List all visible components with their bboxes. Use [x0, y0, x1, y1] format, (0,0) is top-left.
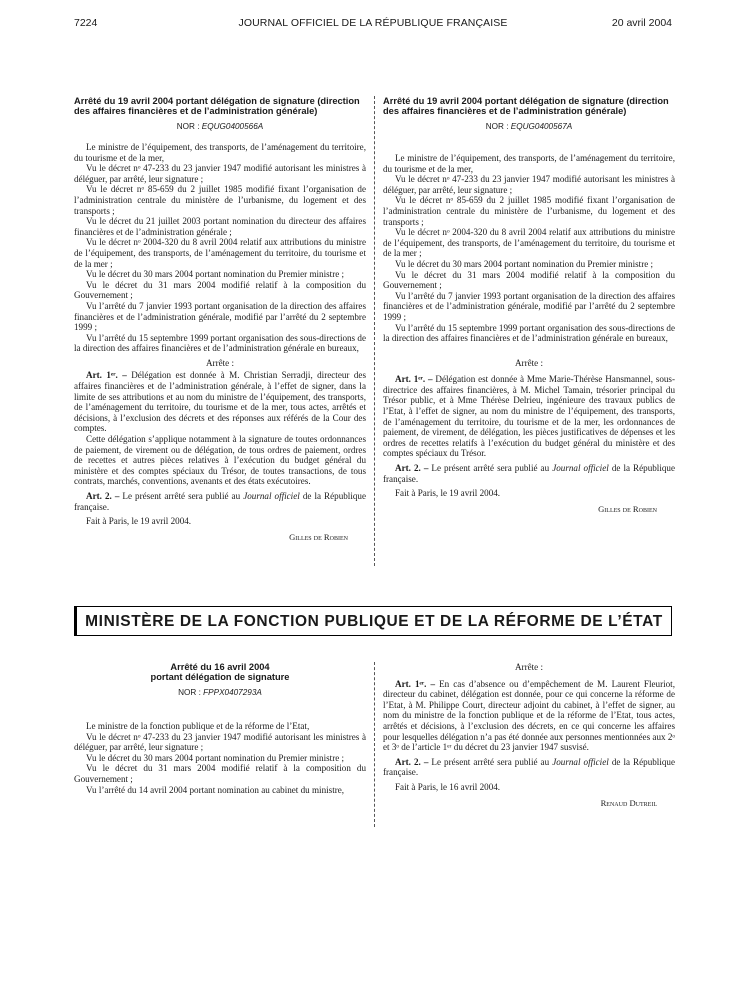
signature: Renaud Dutreil [600, 797, 657, 808]
nor-line [74, 688, 366, 699]
decree-right [383, 96, 675, 514]
article-text: de la République française. [74, 491, 366, 512]
article-label: Art. 1ᵉʳ. – [86, 370, 127, 381]
paragraph: Vu le décret nᵒ 2004-320 du 8 avril 2004 relatif aux attributions du ministre de l’équipement, des transports, de l’aménagement du territoire, du tourisme et de la mer ; [74, 237, 366, 269]
article-label: Art. 2. – [395, 463, 429, 474]
arrete-label: Arrête : [514, 357, 544, 368]
nor-line [383, 122, 675, 133]
issue-date: 20 avril 2004 [611, 17, 672, 29]
paragraph: Vu le décret du 31 mars 2004 modifié relatif à la composition du Gouvernement ; [74, 279, 366, 301]
article-text: Délégation est donnée à Mme Marie-Thérèse Hansmannel, sous-directrice des affaires financières, à M. Michel Tamain, trésorier principal du Trésor public, et à Mme Thérèse Delrieu, ingénieure des travaux publics de l’Etat, à l’effet de signer, au nom du ministre de l’équipement, des transports, de l’aménagement du territoire, du tourisme et de la mer, les ordonnances de paiement, de virement, de délégation, les pièces justificatives de dépenses et les ordres de recettes relatifs à l’exécution du budget général du ministère et des comptes spéciaux du Trésor. [383, 374, 675, 459]
decree-bottom-right [383, 662, 675, 808]
journal-ref: Journal officiel [552, 463, 609, 474]
paragraph: Vu l’arrêté du 15 septembre 1999 portant organisation des sous-directions de la direction des affaires financières et de l’administration générale en bureaux, [74, 332, 366, 354]
article-2 [74, 491, 366, 512]
fait-line: Fait à Paris, le 19 avril 2004. [395, 488, 501, 499]
article-1 [74, 370, 366, 434]
decree-left [74, 96, 366, 542]
article-text: Délégation est donnée à M. Christian Serradji, directeur des affaires financières et de l’administration générale, à l’effet de signer, dans la limite de ses attributions et au nom du ministre de l’équipement, des transports, de l’aménagement du territoire, du tourisme et de la mer, tous actes, arrêtés et décisions, à l’exclusion des décrets et des réponses aux référés de la Cour des comptes. [74, 370, 366, 434]
journal-title: JOURNAL OFFICIEL DE LA RÉPUBLIQUE FRANÇAISE [238, 17, 508, 29]
paragraph: Vu le décret nᵒ 47-233 du 23 janvier 1947 modifié autorisant les ministres à déléguer, par arrêté, leur signature ; [74, 163, 366, 184]
paragraph: Vu le décret du 30 mars 2004 portant nomination du Premier ministre ; [86, 752, 345, 763]
paragraph: Le ministre de l’équipement, des transports, de l’aménagement du territoire, du tourisme et de la mer, [383, 153, 675, 174]
paragraph: Vu le décret du 30 mars 2004 portant nomination du Premier ministre ; [86, 269, 345, 280]
nor-label: NOR : [485, 122, 509, 132]
signature: Gilles de Robien [598, 503, 657, 514]
article-text: de la République française. [383, 756, 675, 778]
paragraph: Vu le décret du 31 mars 2004 modifié relatif à la composition du Gouvernement ; [74, 763, 366, 784]
decree-bottom-left [74, 662, 366, 795]
article-2 [383, 757, 675, 778]
article-text: Le présent arrêté sera publié au [431, 463, 553, 474]
paragraph: Le ministre de la fonction publique et de la réforme de l’Etat, [86, 721, 310, 731]
nor-label: NOR : [176, 122, 200, 132]
paragraph: Vu l’arrêté du 7 janvier 1993 portant organisation de la direction des affaires financières et de l’administration générale, modifié par l’arrêté du 2 septembre 1999 ; [74, 300, 366, 333]
article-text: En cas d’absence ou d’empêchement de M. Laurent Fleuriot, directeur du cabinet, délégation est donnée, pour ce qui concerne la réforme de l’Etat, à M. Philippe Court, directeur adjoint du cabinet, à l’effet de signer, au nom du ministre de la fonction publique et de la réforme de l’Etat, tous actes, arrêtés et décisions, à l’exclusion des décrets, en ce qui concerne les affaires pour lesquelles délégation n’a pas été donnée aux personnes mentionnées aux 2ᵒ et 3ᵒ de l’article 1ᵉʳ du décret du 23 janvier 1947 susvisé. [383, 678, 675, 753]
nor-line [74, 122, 366, 133]
ministry-heading [74, 606, 672, 636]
decree-title: Arrêté du 19 avril 2004 portant délégation de signature (direction des affaires financières et de l’administration générale) [74, 96, 360, 117]
decree-title: Arrêté du 19 avril 2004 portant délégation de signature (direction des affaires financières et de l’administration générale) [383, 96, 669, 117]
paragraph: Vu le décret du 21 juillet 2003 portant nomination du directeur des affaires financières et de l’administration générale ; [74, 216, 366, 237]
paragraph: Vu l’arrêté du 15 septembre 1999 portant organisation des sous-directions de la direction des affaires financières et de l’administration générale en bureaux, [383, 322, 675, 344]
paragraph: Vu le décret nᵒ 85-659 du 2 juillet 1985 modifié fixant l’organisation de l’administration centrale du ministère de l’urbanisme, du logement et des transports ; [74, 184, 366, 216]
paragraph: Vu le décret nᵒ 2004-320 du 8 avril 2004 relatif aux attributions du ministre de l’équipement, des transports, de l’aménagement du territoire, du tourisme et de la mer ; [383, 227, 675, 259]
nor-code: FPPX0407293A [203, 688, 262, 698]
nor-code: EQUG0400567A [510, 122, 573, 132]
article-label: Art. 1ᵉʳ. – [395, 374, 433, 385]
article-label: Art. 2. – [86, 491, 120, 501]
article-label: Art. 2. – [395, 756, 429, 767]
article-text: Le présent arrêté sera publié au [122, 491, 244, 501]
fait-line: Fait à Paris, le 19 avril 2004. [86, 516, 192, 527]
article-1 [383, 374, 675, 459]
column-divider-bottom [374, 662, 375, 827]
nor-code: EQUG0400566A [201, 122, 264, 132]
nor-label: NOR : [178, 688, 201, 698]
paragraph: Vu le décret nᵒ 47-233 du 23 janvier 1947 modifié autorisant les ministres à déléguer, par arrêté, leur signature ; [74, 731, 366, 753]
decree-title-line-2: portant délégation de signature [150, 672, 290, 683]
journal-ref: Journal officiel [243, 491, 300, 501]
paragraph: Vu le décret nᵒ 85-659 du 2 juillet 1985 modifié fixant l’organisation de l’administration centrale du ministère de l’urbanisme, du logement et des transports ; [383, 195, 675, 227]
paragraph: Le ministre de l’équipement, des transports, de l’aménagement du territoire, du tourisme et de la mer, [74, 142, 366, 163]
paragraph: Vu le décret du 30 mars 2004 portant nomination du Premier ministre ; [395, 258, 654, 269]
paragraph: Vu le décret nᵒ 47-233 du 23 janvier 1947 modifié autorisant les ministres à déléguer, par arrêté, leur signature ; [383, 174, 675, 195]
fait-line: Fait à Paris, le 16 avril 2004. [395, 781, 501, 792]
ministry-title: MINISTÈRE DE LA FONCTION PUBLIQUE ET DE LA RÉFORME DE L’ÉTAT [85, 613, 663, 630]
paragraph: Vu l’arrêté du 14 avril 2004 portant nomination au cabinet du ministre, [86, 784, 345, 795]
article-label: Art. 1ᵉʳ. – [395, 678, 436, 689]
article-2 [383, 463, 675, 484]
column-divider-top [374, 96, 375, 566]
arrete-label: Arrête : [205, 357, 235, 368]
paragraph: Vu le décret du 31 mars 2004 modifié relatif à la composition du Gouvernement ; [383, 269, 675, 291]
article-1 [383, 679, 675, 753]
page-header [74, 17, 672, 33]
signature: Gilles de Robien [289, 531, 348, 542]
page-number: 7224 [74, 17, 98, 29]
paragraph: Cette délégation s’applique notamment à la signature de toutes ordonnances de paiement, de virement ou de délégation, de tous ordres de paiement, ordres de recettes et autres pièces relatives à l’exécution du budget général du ministère et des comptes spéciaux du Trésor, de toutes transactions, de tous contrats, marchés, conventions, avenants et des états exécutoires. [74, 434, 366, 487]
decree-title-line-1: Arrêté du 16 avril 2004 [170, 662, 270, 672]
article-text: Le présent arrêté sera publié au [431, 756, 553, 767]
journal-ref: Journal officiel [552, 756, 609, 767]
paragraph: Vu l’arrêté du 7 janvier 1993 portant organisation de la direction des affaires financières et de l’administration générale, modifié par l’arrêté du 2 septembre 1999 ; [383, 290, 675, 322]
article-text: de la République française. [383, 463, 675, 484]
arrete-label: Arrête : [514, 662, 544, 672]
